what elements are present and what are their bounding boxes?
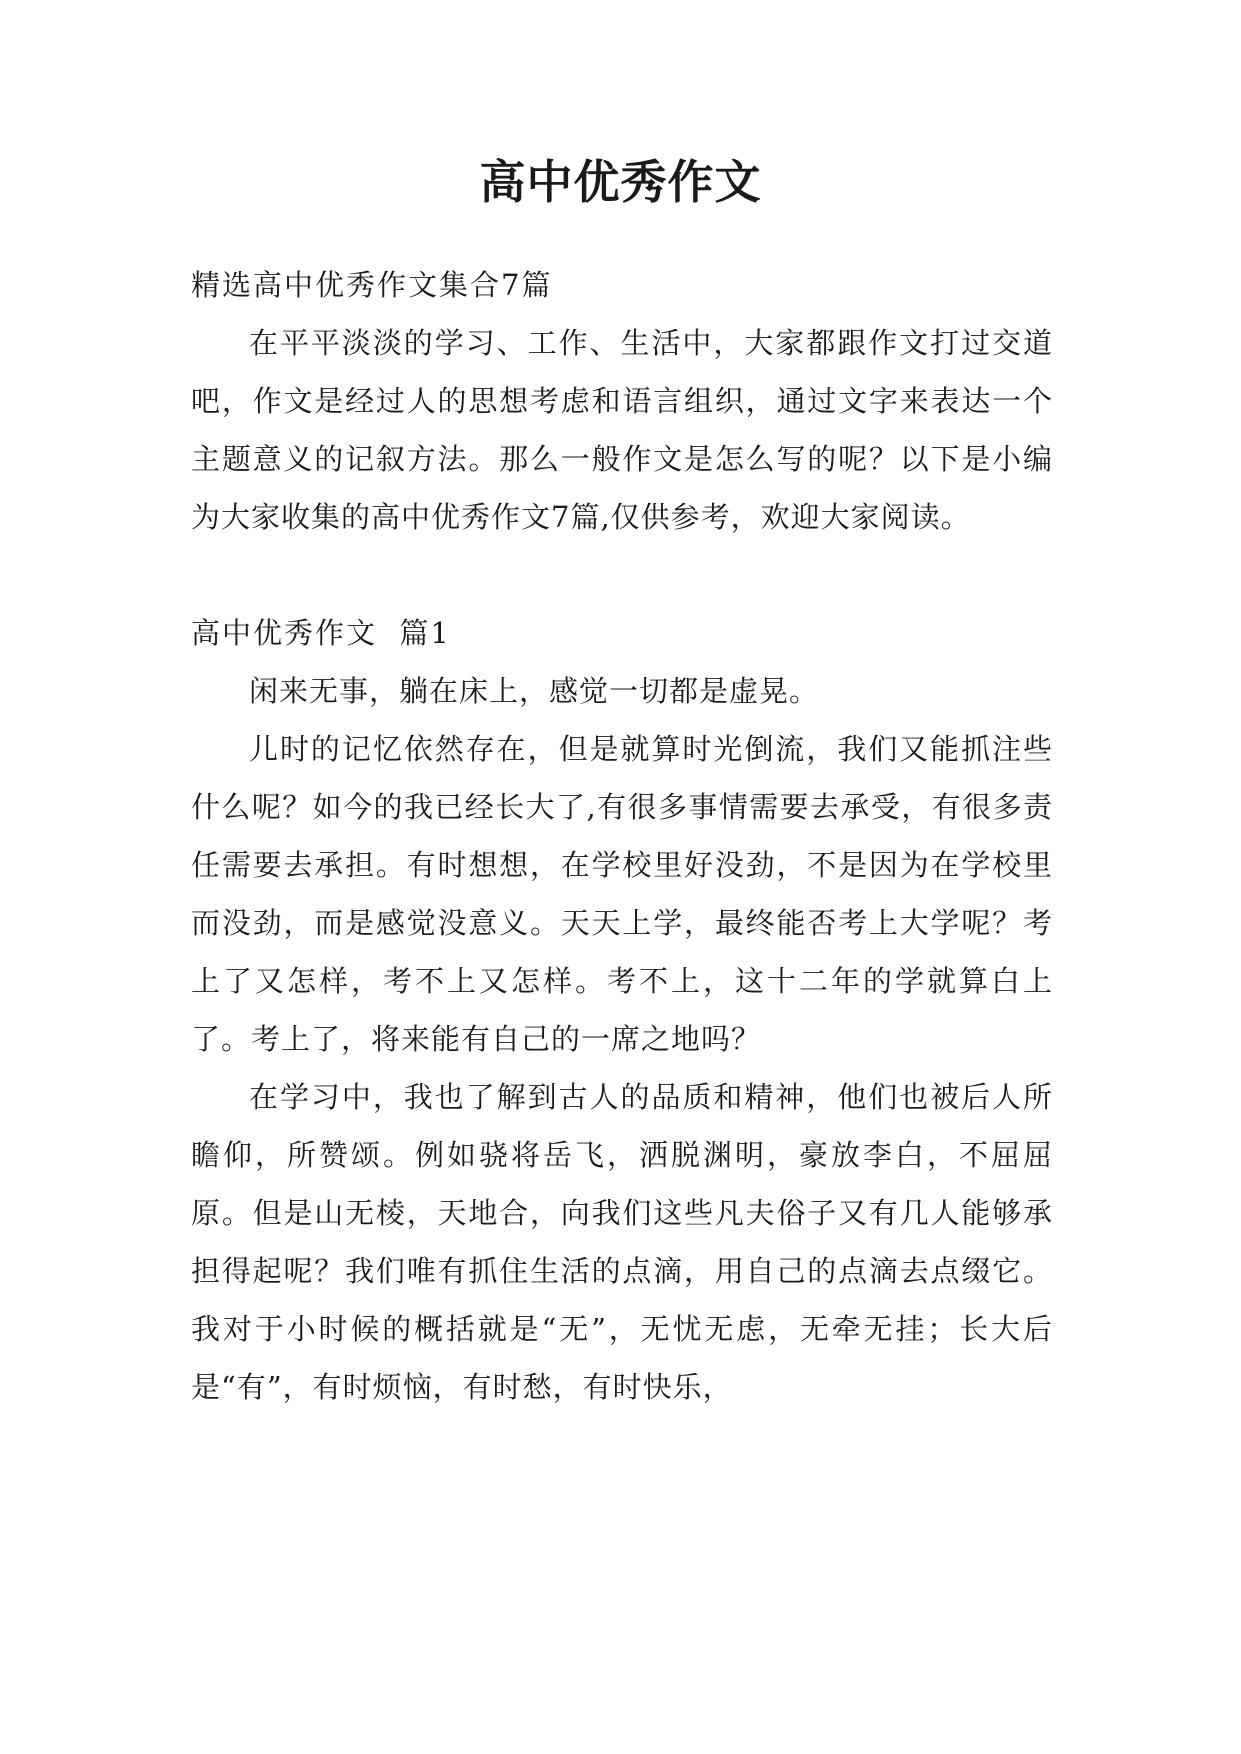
section-spacer — [191, 546, 1053, 604]
body-paragraph: 闲来无事，躺在床上，感觉一切都是虚晃。 — [249, 674, 820, 708]
document-title: 高中优秀作文 — [479, 155, 762, 209]
section-heading: 高中优秀作文 篇1 — [191, 616, 451, 650]
body-paragraph: 在学习中，我也了解到古人的品质和精神，他们也被后人所瞻仰，所赞颂。例如骁将岳飞，洒脱渊明，豪放李白，不屈屈原。但是山无棱，天地合，向我们这些凡夫俗子又有几人能够承担得起呢？我们唯有抓住生活的点滴，用自己的点滴去点缀它。我对于小时候的概括就是“无”，无忧无虑，无牵无挂；长大后是“有”，有时烦恼，有时愁，有时快乐， — [191, 1080, 1053, 1404]
intro-paragraph: 在平平淡淡的学习、工作、生活中，大家都跟作文打过交道吧，作文是经过人的思想考虑和语言组织，通过文字来表达一个主题意义的记叙方法。那么一般作文是怎么写的呢？以下是小编为大家收集的高中优秀作文7篇,仅供参考，欢迎大家阅读。 — [191, 326, 1053, 534]
collection-subtitle: 精选高中优秀作文集合7篇 — [191, 268, 553, 302]
document-body — [191, 256, 1053, 1416]
body-paragraph: 儿时的记忆依然存在，但是就算时光倒流，我们又能抓注些什么呢？如今的我已经长大了,有很多事情需要去承受，有很多责任需要去承担。有时想想，在学校里好没劲，不是因为在学校里而没劲，而是感觉没意义。天天上学，最终能否考上大学呢？考上了又怎样，考不上又怎样。考不上，这十二年的学就算白上了。考上了，将来能有自己的一席之地吗？ — [191, 732, 1053, 1056]
